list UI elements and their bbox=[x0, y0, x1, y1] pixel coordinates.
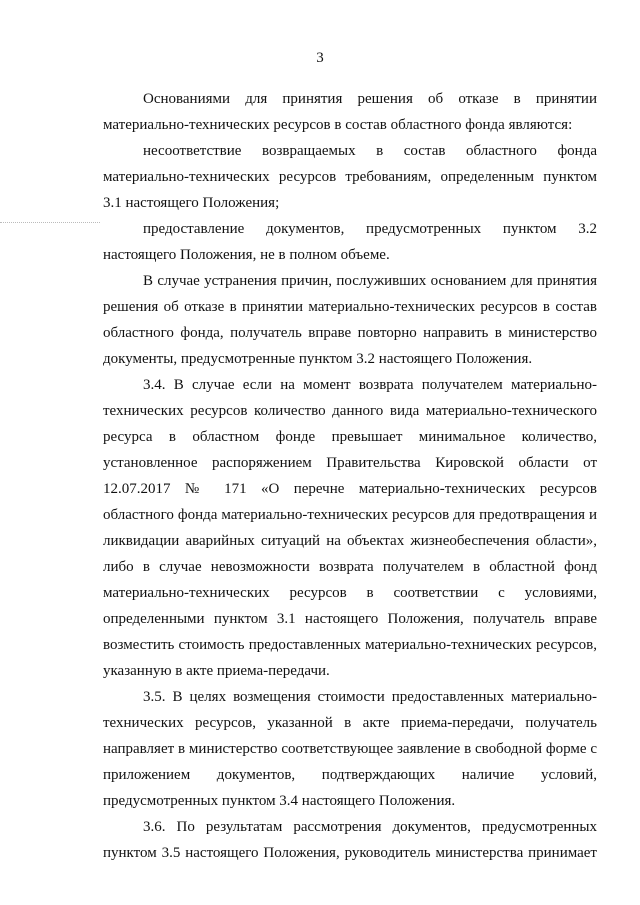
paragraph-3-5: 3.5. В целях возмещения стоимости предоставленных материально-технических ресурсов, указанной в акте приема-передачи, получатель направляет в министерство соответствующее заявление в свободной форме с приложением документов, подтверждающих наличие условий, предусмотренных пунктом 3.4 настоящего Положения. bbox=[103, 689, 597, 809]
paragraph-3-4: 3.4. В случае если на момент возврата получателем материально-технических ресурсов количество данного вида материально-технического ресурса в областном фонде превышает минимальное количество, установленное распоряжением Правительства Кировской области от 12.07.2017 № 171 «О перечне материально-технических ресурсов областного фонда материально-технических ресурсов для предотвращения и ликвидации аварийных ситуаций на объектах жизнеобеспечения области», либо в случае невозможности возврата получателем в областной фонд материально-технических ресурсов в соответствии с условиями, определенными пунктом 3.1 настоящего Положения, получатель вправе возместить стоимость предоставленных материально-технических ресурсов, указанную в акте приема-передачи. bbox=[103, 377, 597, 679]
paragraph-resubmission: В случае устранения причин, послуживших основанием для принятия решения об отказе в принятии материально-технических ресурсов в состав областного фонда, получатель вправе повторно направить в министерство документы, предусмотренные пунктом 3.2 настоящего Положения. bbox=[103, 273, 597, 367]
paragraph-grounds-for-refusal: Основаниями для принятия решения об отказе в принятии материально-технических ресурсов в состав областного фонда являются: bbox=[103, 91, 597, 133]
document-body bbox=[103, 86, 597, 866]
paragraph-nonconformity: несоответствие возвращаемых в состав областного фонда материально-технических ресурсов требованиям, определенным пунктом 3.1 настоящего Положения; bbox=[103, 143, 597, 211]
paragraph-incomplete-documents: предоставление документов, предусмотренных пунктом 3.2 настоящего Положения, не в полном объеме. bbox=[103, 221, 597, 263]
scan-artifact bbox=[0, 222, 100, 224]
paragraph-3-6: 3.6. По результатам рассмотрения документов, предусмотренных пунктом 3.5 настоящего Положения, руководитель министерства принимает bbox=[103, 819, 597, 861]
page-number: 3 bbox=[316, 50, 324, 66]
